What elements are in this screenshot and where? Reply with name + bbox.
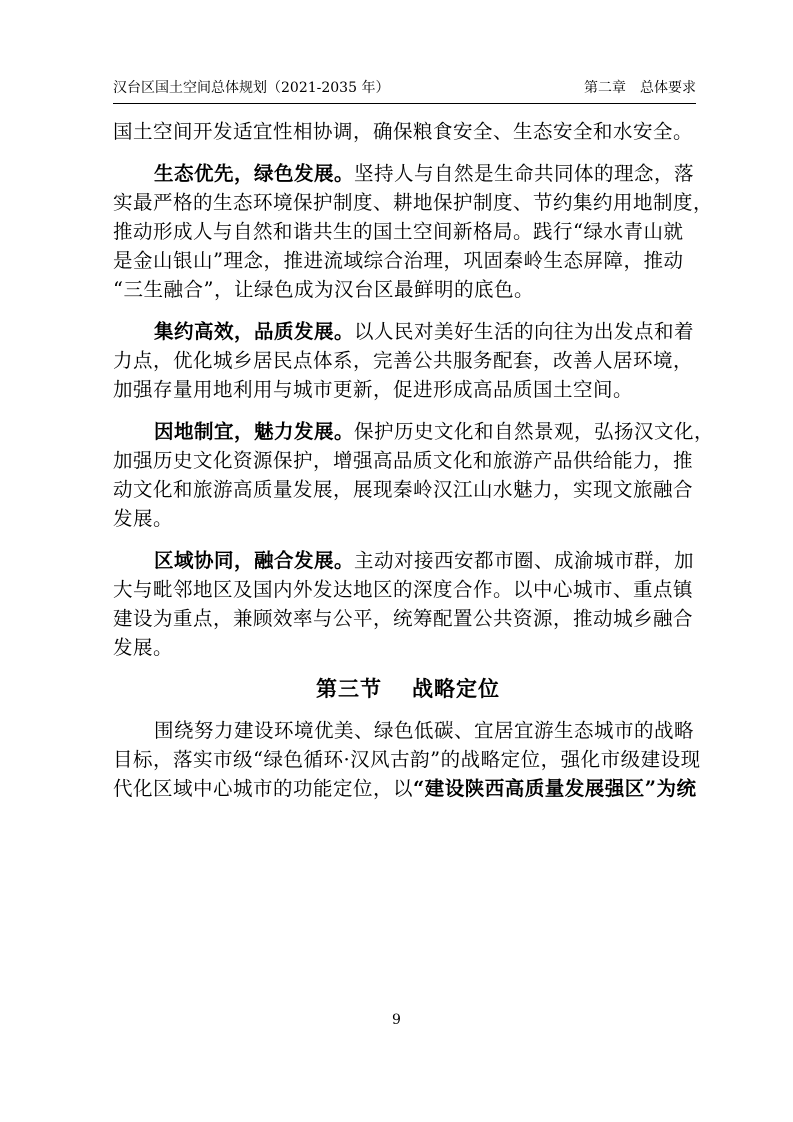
text-line: 因地制宜，魅力发展。保护历史文化和自然景观，弘扬汉文化， xyxy=(154,420,715,443)
paragraph-lead-title: 区域协同，融合发展。 xyxy=(154,549,355,572)
paragraph-ecology-first xyxy=(113,159,714,304)
paragraph-intensive-efficient xyxy=(113,317,703,404)
text-line: 建设为重点，兼顾效率与公平，统筹配置公共资源，推动城乡融合 xyxy=(113,607,694,630)
paragraph-lead-title: 集约高效，品质发展。 xyxy=(154,320,355,343)
text-line: 围绕努力建设环境优美、绿色低碳、宜居宜游生态城市的战略 xyxy=(154,719,695,742)
text-line: 加强存量用地利用与城市更新，促进形成高品质国土空间。 xyxy=(113,378,634,401)
text-line: 发展。 xyxy=(113,636,174,659)
section-heading xyxy=(113,674,703,704)
header-document-title: 汉台区国土空间总体规划（2021-2035 年） xyxy=(113,80,390,96)
paragraph-continuation xyxy=(113,117,703,146)
text-line: 生态优先，绿色发展。坚持人与自然是生命共同体的理念，落 xyxy=(154,162,695,185)
paragraph-strategic-positioning xyxy=(113,716,703,803)
emphasized-goal: “建设陕西高质量发展强区”为统 xyxy=(413,777,697,800)
text-line: 集约高效，品质发展。以人民对美好生活的向往为出发点和着 xyxy=(154,320,695,343)
paragraph-lead-title: 生态优先，绿色发展。 xyxy=(154,162,355,185)
text-line: “三生融合”，让绿色成为汉台区最鲜明的底色。 xyxy=(113,278,534,301)
paragraph-local-conditions xyxy=(113,417,715,533)
text-line: 动文化和旅游高质量发展，展现秦岭汉江山水魅力，实现文旅融合 xyxy=(113,478,694,501)
text-line: 大与毗邻地区及国内外发达地区的深度合作。以中心城市、重点镇 xyxy=(113,578,694,601)
text-line: 力点，优化城乡居民点体系，完善公共服务配套，改善人居环境， xyxy=(113,349,694,372)
text-line: 国土空间开发适宜性相协调，确保粮食安全、生态安全和水安全。 xyxy=(113,120,694,143)
text-line: 推动形成人与自然和谐共生的国土空间新格局。践行“绿水青山就 xyxy=(113,220,684,243)
paragraph-lead-title: 因地制宜，魅力发展。 xyxy=(154,420,355,443)
text-line: 目标，落实市级“绿色循环·汉风古韵”的战略定位，强化市级建设现 xyxy=(113,748,701,771)
text-line: 发展。 xyxy=(113,507,174,530)
section-number: 第三节 xyxy=(316,676,382,701)
section-title: 战略定位 xyxy=(412,676,500,701)
text-line: 是金山银山”理念，推进流域综合治理，巩固秦岭生态屏障，推动 xyxy=(113,249,684,272)
header-chapter-title: 第二章 总体要求 xyxy=(584,80,696,96)
text-line: 加强历史文化资源保护，增强高品质文化和旅游产品供给能力，推 xyxy=(113,449,694,472)
page-body xyxy=(113,117,715,803)
running-header xyxy=(113,77,696,104)
text-line: 代化区域中心城市的功能定位，以“建设陕西高质量发展强区”为统 xyxy=(113,777,697,800)
text-line: 区域协同，融合发展。主动对接西安都市圈、成渝城市群，加 xyxy=(154,549,695,572)
page-number: 9 xyxy=(392,1012,401,1028)
text-line: 实最严格的生态环境保护制度、耕地保护制度、节约集约用地制度， xyxy=(113,191,714,214)
paragraph-regional-coordination xyxy=(113,546,703,662)
